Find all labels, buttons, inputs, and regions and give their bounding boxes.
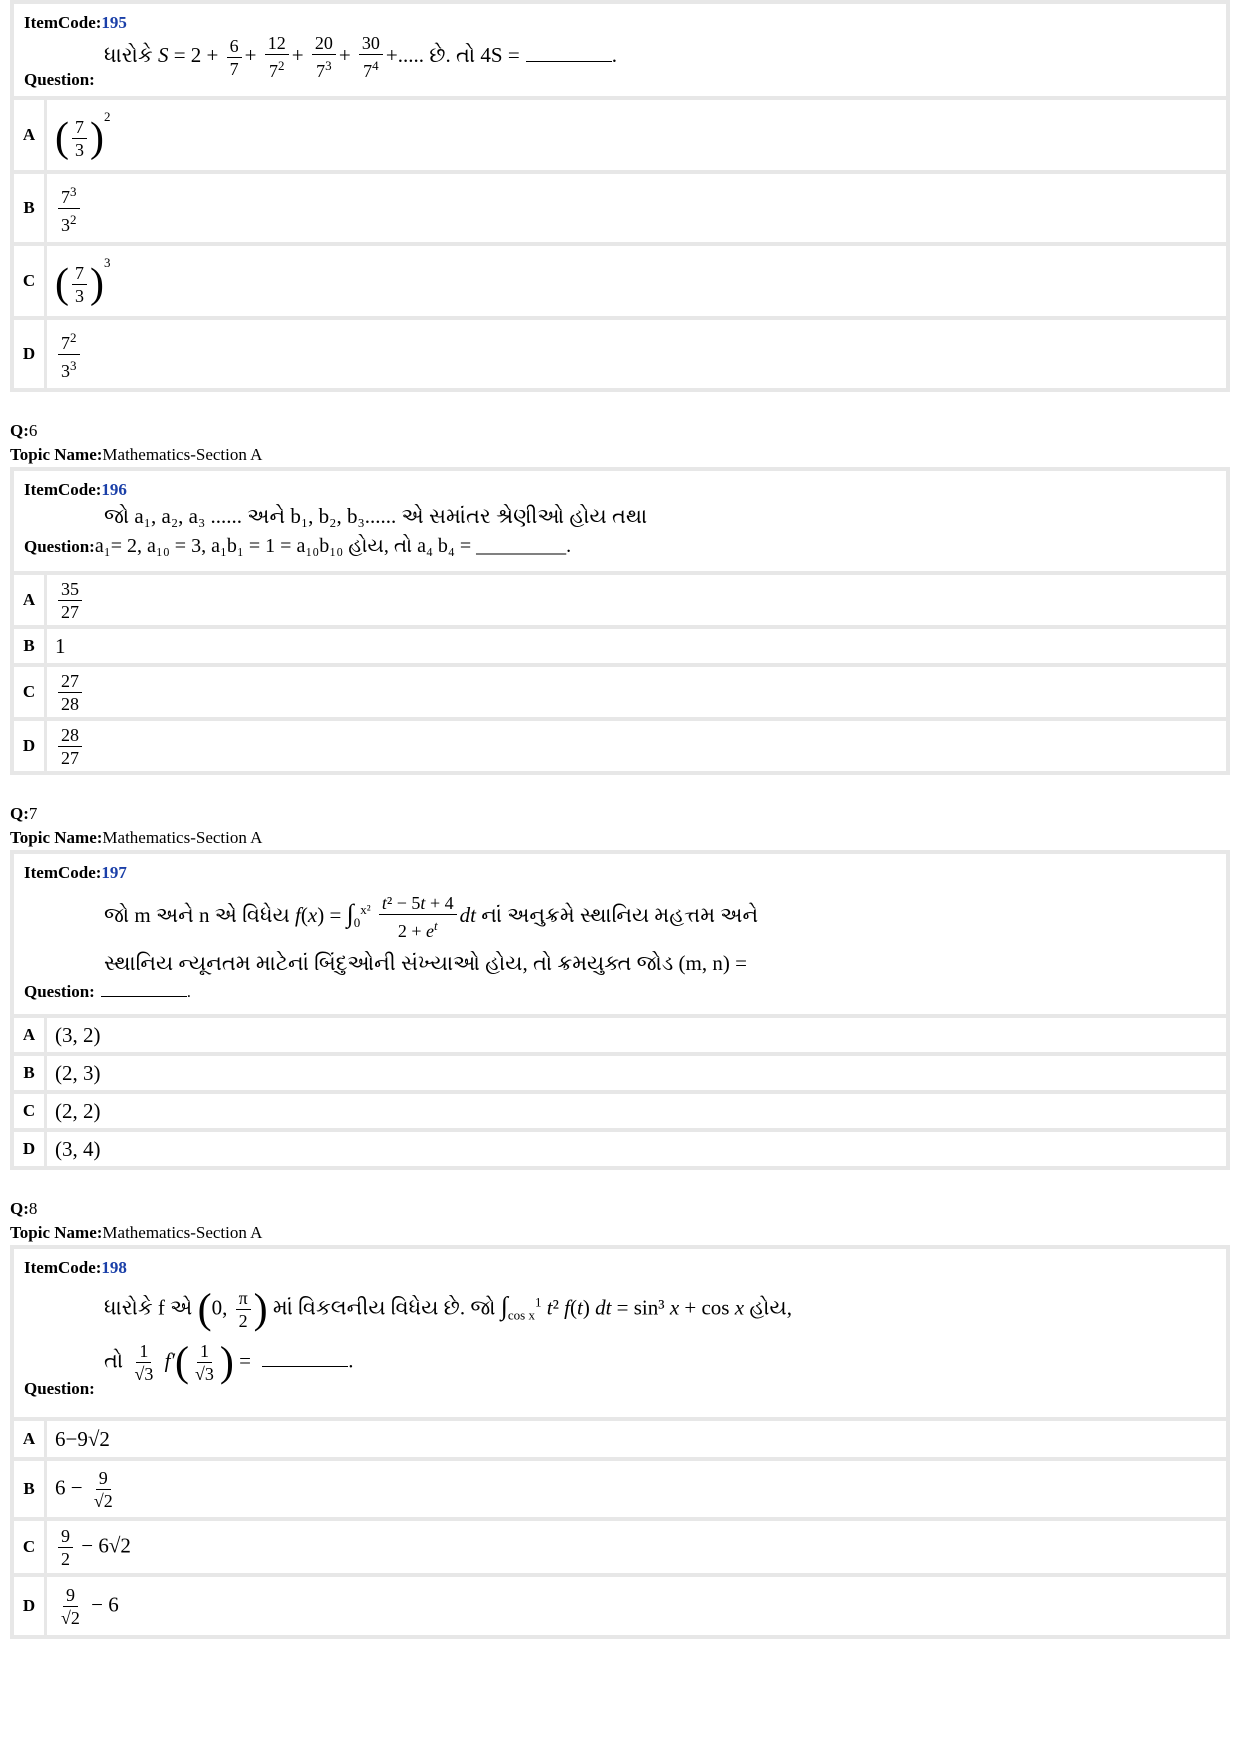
q-label: Q:: [10, 421, 29, 440]
answer-blank: [526, 61, 612, 62]
option-letter: A: [14, 100, 47, 170]
question-row: [14, 471, 1226, 571]
option-row[interactable]: [14, 1461, 1226, 1517]
answer-blank: [101, 996, 187, 997]
q-label: Q:: [10, 804, 29, 823]
option-row[interactable]: [14, 1577, 1226, 1635]
topic-label: Topic Name:: [10, 445, 103, 464]
option-letter: B: [14, 629, 47, 663]
topic-name: Mathematics-Section A: [102, 445, 263, 464]
option-row[interactable]: [14, 721, 1226, 771]
question-stem: ધારોકે S = 2 + $\frac{6}{7}$ + $\frac{12}{7^2}$ + $\frac{20}{7^3}$ + $\frac{30}{7^4}$ +..... છે. તો 4S = .: [104, 33, 617, 81]
option-letter: C: [14, 1094, 47, 1128]
item-code-label: ItemCode:: [24, 480, 102, 499]
option-value: (2, 3): [55, 1060, 101, 1085]
topic-label: Topic Name:: [10, 828, 103, 847]
stem-text: ધારોકે: [104, 42, 153, 67]
item-code-label: ItemCode:: [24, 1258, 102, 1277]
option-letter: D: [14, 320, 47, 388]
fraction: $\frac{6}{7}$: [227, 35, 242, 80]
question-label: Question:: [24, 982, 95, 1001]
option-letter: C: [14, 246, 47, 316]
option-letter: C: [14, 1521, 47, 1573]
question-panel-196: [10, 467, 1230, 775]
question-panel-197: [10, 850, 1230, 1170]
option-value: 1: [55, 633, 66, 658]
option-letter: B: [14, 1056, 47, 1090]
option-value: ( $\frac{7}{3}$ )$^3$: [55, 255, 111, 308]
q-label: Q:: [10, 1199, 29, 1218]
option-value: (2, 2): [55, 1098, 101, 1123]
question-header: [10, 1197, 1230, 1245]
stem-text: નાં અનુક્રમે સ્થાનિય મહત્તમ અને: [481, 902, 759, 927]
item-code-value: 196: [101, 480, 127, 499]
stem-line-2: [24, 531, 1216, 562]
item-code-label: ItemCode:: [24, 13, 102, 32]
item-code: [24, 12, 1216, 34]
option-letter: A: [14, 1421, 47, 1457]
stem-text: છે. તો 4S =: [429, 42, 520, 67]
option-row[interactable]: [14, 667, 1226, 717]
stem-line-1: ધારોકે f એ (0, $\frac{\pi}{2}$ ) માં વિકલનીય વિધેય છે. જો $\int_{cos x}^1$ t² f(t) dt = sin³ x + cos x હોય,: [104, 1286, 792, 1333]
question-label: Question:: [24, 70, 95, 89]
stem-text: માં વિકલનીય વિધેય છે. જો: [272, 1295, 496, 1320]
option-row[interactable]: [14, 1521, 1226, 1573]
option-value: $\frac{28}{27}$: [47, 724, 85, 769]
option-value: $\frac{27}{28}$: [47, 670, 85, 715]
option-letter: D: [14, 721, 47, 771]
option-letter: B: [14, 174, 47, 242]
q-number: 7: [28, 804, 38, 823]
option-row[interactable]: [14, 629, 1226, 663]
topic-label: Topic Name:: [10, 1223, 103, 1242]
option-value: $\frac{35}{27}$: [47, 578, 85, 623]
option-value: $\frac{7^2}{3^3}$: [47, 327, 83, 382]
q-number: 6: [28, 421, 38, 440]
item-code: [24, 479, 1216, 501]
question-row: [14, 4, 1226, 96]
question-panel-198: [10, 1245, 1230, 1639]
question-panel-195: [10, 0, 1230, 392]
stem-text: જો m અને n એ વિધેય: [104, 902, 290, 927]
option-value: 6 − $\frac{9}{√2}$: [55, 1467, 113, 1511]
option-value: $\frac{7^3}{3^2}$: [47, 181, 83, 236]
q-number: 8: [28, 1199, 38, 1218]
fraction: $\frac{30}{7^4}$: [359, 32, 383, 82]
option-value: 6−9√2: [55, 1426, 110, 1451]
stem-text: ધારોકે f એ: [104, 1295, 193, 1320]
option-row[interactable]: [14, 575, 1226, 625]
item-code-label: ItemCode:: [24, 863, 102, 882]
question-row: [14, 1249, 1226, 1417]
option-row[interactable]: [14, 1094, 1226, 1128]
item-code: [24, 862, 1216, 884]
item-code-value: 198: [101, 1258, 127, 1277]
option-row[interactable]: [14, 1018, 1226, 1052]
option-letter: D: [14, 1132, 47, 1166]
option-row[interactable]: [14, 1421, 1226, 1457]
fraction: $\frac{12}{7^2}$: [265, 32, 289, 82]
question-row: ItemCode:197 જો m અને n એ વિધેય $f(x) = \int_0^{x^2}$ $\frac{\text{t² − 5t + 4}}{2 + e^t}$ dt નાં અનુક્રમે સ્થાનિય મહત્તમ અને સ્થાનિય ન્યૂનતમ માટેનાં બિંદુઓની સંખ્યાઓ હોય, તો ક્રમયુક્ત જોડ (m, n) = Question: .: [14, 854, 1226, 1014]
option-letter: C: [14, 667, 47, 717]
item-code: [24, 1257, 1216, 1279]
stem-text: a₁= 2, a₁₀ = 3, a₁b₁ = 1 = a₁₀b₁₀ હોય, તો a₄ b₄ = _________.: [94, 535, 572, 557]
question-label: Question:: [24, 537, 95, 556]
fraction: $\frac{20}{7^3}$: [312, 32, 336, 82]
stem-line-1: જો m અને n એ વિધેય $f(x) = \int_0^{x^2}$ $\frac{\text{t² − 5t + 4}}{2 + e^t}$ dt નાં અનુક્રમે સ્થાનિય મહત્તમ અને: [104, 893, 759, 941]
stem-text: તો: [104, 1348, 124, 1373]
topic-name: Mathematics-Section A: [102, 1223, 263, 1242]
question-header: [10, 802, 1230, 850]
stem-line-2: તો $\frac{1}{√3}$ f′( $\frac{1}{√3}$ ) = .: [104, 1339, 354, 1386]
option-row[interactable]: [14, 174, 1226, 242]
option-row[interactable]: [14, 1132, 1226, 1166]
option-row[interactable]: [14, 320, 1226, 388]
option-row[interactable]: [14, 100, 1226, 170]
stem-text: જો a₁, a₂, a₃ ...... અને b₁, b₂, b₃...... એ સમાંતર શ્રેણીઓ હોય તથા: [104, 504, 648, 528]
stem-text: હોય,: [749, 1295, 792, 1320]
option-row[interactable]: [14, 246, 1226, 316]
option-letter: B: [14, 1461, 47, 1517]
option-value: ( $\frac{7}{3}$ )$^2$: [55, 109, 111, 162]
option-letter: D: [14, 1577, 47, 1635]
option-row[interactable]: [14, 1056, 1226, 1090]
topic-name: Mathematics-Section A: [102, 828, 263, 847]
option-value: $\frac{9}{2}$ − 6√2: [47, 1525, 131, 1570]
option-value: (3, 4): [55, 1136, 101, 1161]
question-header: [10, 419, 1230, 467]
option-letter: A: [14, 575, 47, 625]
stem-text: સ્થાનિય ન્યૂનતમ માટેનાં બિંદુઓની સંખ્યાઓ હોય, તો ક્રમયુક્ત જોડ (m, n) =: [104, 951, 747, 975]
option-value: (3, 2): [55, 1022, 101, 1047]
answer-blank: [262, 1366, 348, 1367]
option-letter: A: [14, 1018, 47, 1052]
option-value: $\frac{9}{√2}$ − 6: [61, 1584, 119, 1628]
question-label: Question:: [24, 1379, 95, 1398]
item-code-value: 197: [101, 863, 127, 882]
item-code-value: 195: [101, 13, 127, 32]
